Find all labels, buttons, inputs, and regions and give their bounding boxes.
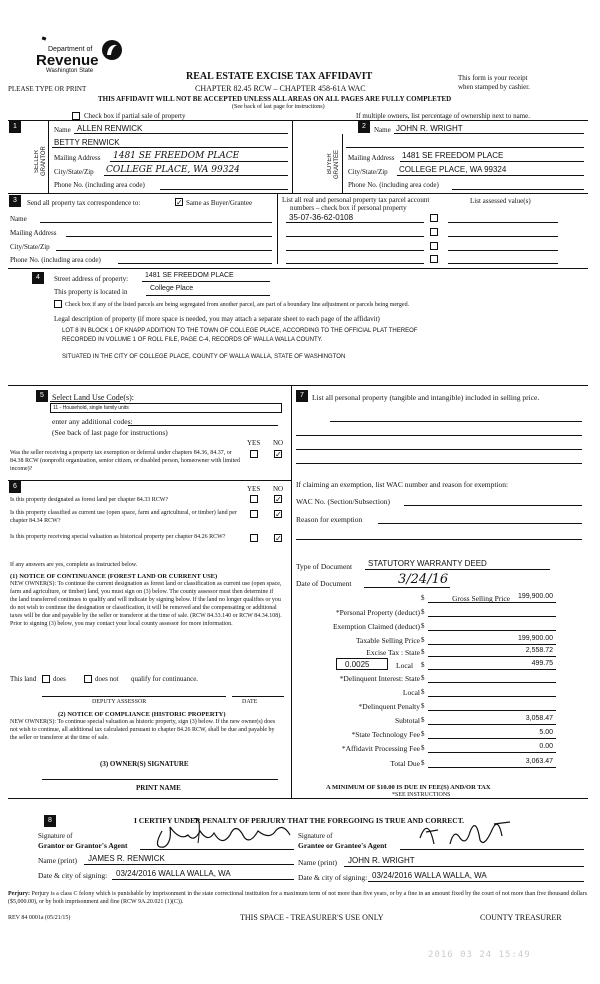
dollar-sign: $ xyxy=(421,648,425,656)
exemption-claim-label: If claiming an exemption, list WAC number and reason for exemption: xyxy=(296,480,509,489)
seller-name-1[interactable]: ALLEN RENWICK xyxy=(77,124,143,133)
segregated-note: Check box if any of the listed parcels are being segregated from another parcel, are part of a boundary line adjustment or parcels being merged. xyxy=(65,302,410,308)
legal-description-label: Legal description of property (if more space is needed, you may attach a separate sheet to each page of the affidavit) xyxy=(54,315,380,323)
send-correspondence-label: Send all property tax correspondence to: xyxy=(27,199,141,207)
perjury-note xyxy=(8,890,588,906)
land-use-label: Select Land Use Code(s): xyxy=(52,393,134,402)
parcel-2-personal-checkbox[interactable] xyxy=(430,228,438,236)
section-7-number: 7 xyxy=(296,390,308,402)
see-back-sec5: (See back of last page for instructions) xyxy=(52,428,168,437)
special-valuation-question: Is this property receiving special valuation as historical property per chapter 84.26 RCW? xyxy=(10,534,226,540)
receipt-note-1: This form is your receipt xyxy=(458,74,528,82)
sec3-phone-label: Phone No. (including area code) xyxy=(10,256,101,264)
forest-no-checkbox[interactable]: ✓ xyxy=(275,495,282,504)
dollar-sign: $ xyxy=(421,702,425,710)
legal-line-3[interactable]: SITUATED IN THE CITY OF COLLEGE PLACE, COUNTY OF WALLA WALLA, STATE OF WASHINGTON xyxy=(62,354,346,360)
subtotal-label: Subtotal xyxy=(394,716,420,725)
land-does-checkbox[interactable] xyxy=(42,675,50,683)
treasurer-space: THIS SPACE - TREASURER'S USE ONLY xyxy=(240,913,384,922)
processing-fee-label: *Affidavit Processing Fee xyxy=(341,744,420,753)
county-treasurer: COUNTY TREASURER xyxy=(480,913,562,922)
seller-city-value[interactable]: COLLEGE PLACE, WA 99324 xyxy=(106,165,240,175)
buyer-city-value[interactable]: COLLEGE PLACE, WA 99324 xyxy=(399,165,507,174)
section-5-number: 5 xyxy=(36,390,48,402)
revision-number: REV 84 0001a (05/21/15) xyxy=(8,915,71,921)
current-use-question: Is this property classified as current use (open space, farm and agricultural, or timber) land per chapter 84.34 RCW? xyxy=(10,510,237,524)
dollar-sign: $ xyxy=(421,730,425,738)
sec3-mailing-label: Mailing Address xyxy=(10,229,57,237)
logo-state-text: Washington State xyxy=(46,68,94,74)
sec6-yes: YES xyxy=(247,485,261,493)
seller-phone-label: Phone No. (including area code) xyxy=(54,181,145,189)
sec5-no: NO xyxy=(273,439,284,447)
land-does-not-checkbox[interactable] xyxy=(84,675,92,683)
personal-deduct-label: *Personal Property (deduct) xyxy=(335,608,420,617)
grantor-sig-label-2: Grantor or Grantor's Agent xyxy=(38,841,128,850)
section-6-number: 6 xyxy=(9,481,21,493)
dollar-sign: $ xyxy=(421,759,425,767)
buyer-name-label: Name xyxy=(374,126,391,134)
buyer-name-value[interactable]: JOHN R. WRIGHT xyxy=(396,124,463,133)
dollar-sign: $ xyxy=(421,674,425,682)
dollar-sign: $ xyxy=(421,594,425,602)
buyer-mailing-value[interactable]: 1481 SE FREEDOM PLACE xyxy=(402,151,504,160)
processing-fee-value[interactable]: 0.00 xyxy=(539,743,553,750)
partial-sale-label: Check box if partial sale of property xyxy=(84,112,186,120)
street-address-label: Street address of property: xyxy=(54,275,129,283)
delinquent-interest-label: *Delinquent Interest: State xyxy=(339,674,420,683)
partial-sale-checkbox[interactable] xyxy=(72,112,80,120)
seller-name-label: Name xyxy=(54,126,71,134)
grantee-date-label: Date & city of signing: xyxy=(298,873,368,882)
grantee-sig-label-1: Signature of xyxy=(298,832,333,840)
special-yes-checkbox[interactable] xyxy=(250,534,258,542)
dollar-sign: $ xyxy=(421,688,425,696)
excise-state-value[interactable]: 2,558.72 xyxy=(525,647,553,654)
see-instructions-note: *SEE INSTRUCTIONS xyxy=(392,792,451,798)
buyer-grantee-label: BUYER GRANTEE xyxy=(327,149,340,179)
dollar-sign: $ xyxy=(421,608,425,616)
cashier-stamp: 2016 03 24 15:49 xyxy=(428,950,531,960)
section-3-number: 3 xyxy=(9,195,21,207)
delinquent-local-label: Local xyxy=(402,688,420,697)
forest-land-question: Is this property designated as forest land per chapter 84.33 RCW? xyxy=(10,497,169,503)
excise-local-value[interactable]: 499.75 xyxy=(531,660,553,667)
tax-table xyxy=(296,592,586,772)
seller-name-2[interactable]: BETTY RENWICK xyxy=(54,138,120,147)
receipt-note-2: when stamped by cashier. xyxy=(458,83,530,91)
dollar-sign: $ xyxy=(421,716,425,724)
same-as-buyer-checkbox[interactable]: ✓ xyxy=(176,198,183,207)
located-in-label: This property is located in xyxy=(54,288,128,296)
department-logo xyxy=(36,38,126,80)
qualify-label: qualify for continuance. xyxy=(131,675,199,683)
logo-department-text: Department of xyxy=(48,46,93,53)
perjury-bold: Perjury: xyxy=(8,891,30,897)
document-date-value[interactable]: 3/24/16 xyxy=(398,572,449,587)
land-use-select-value: 11 - Household, single family units xyxy=(53,405,129,411)
tech-fee-label: *State Technology Fee xyxy=(351,730,420,739)
grantee-signature-icon xyxy=(410,810,520,854)
continuance-title: (1) NOTICE OF CONTINUANCE (FOREST LAND OR CURRENT USE) xyxy=(10,573,218,580)
grantor-date-label: Date & city of signing: xyxy=(38,871,108,880)
located-in-value[interactable]: College Place xyxy=(150,285,194,292)
seller-mailing-label: Mailing Address xyxy=(54,154,101,162)
grantor-sig-label-1: Signature of xyxy=(38,832,73,840)
current-use-no-checkbox[interactable]: ✓ xyxy=(275,510,282,519)
logo-revenue-text: Revenue xyxy=(36,52,99,69)
parcel-header-1: List all real and personal property tax parcel account xyxy=(282,196,430,204)
compliance-text: NEW OWNER(S): To continue special valuation as historic property, sign (3) below. If the new owner(s) does not wish to continue, all additional tax calculated pursuant to chapter 84.26 RCW, shall be due and payable by the seller or transferor at the time of sale. xyxy=(10,719,276,741)
forest-yes-checkbox[interactable] xyxy=(250,495,258,503)
grantee-name-value[interactable]: JOHN R. WRIGHT xyxy=(348,856,415,865)
local-rate-value: 0.0025 xyxy=(345,660,370,669)
current-use-yes-checkbox[interactable] xyxy=(250,510,258,518)
grantee-date-value[interactable]: 03/24/2016 WALLA WALLA, WA xyxy=(372,871,487,880)
form-title: REAL ESTATE EXCISE TAX AFFIDAVIT xyxy=(186,71,373,82)
exemption-yes-checkbox[interactable] xyxy=(250,450,258,458)
parcel-number-1[interactable]: 35-07-36-62-0108 xyxy=(289,213,354,222)
dollar-sign: $ xyxy=(421,744,425,752)
gross-price-label: Gross Selling Price xyxy=(452,594,510,603)
same-as-buyer-label: Same as Buyer/Grantee xyxy=(186,199,253,207)
exemption-question: Was the seller receiving a property tax exemption or deferral under chapters 84.36, 84.37, or 84.38 RCW (nonprofit organization, senior citizen, or disabled person, homeowner with limited income)? xyxy=(10,450,240,472)
additional-codes-label: enter any additional codes: xyxy=(52,417,133,426)
grantee-name-label: Name (print) xyxy=(298,858,337,867)
sec3-city-label: City/State/Zip xyxy=(10,243,50,251)
total-due-value[interactable]: 3,063.47 xyxy=(525,758,553,765)
grantee-sig-label-2: Grantee or Grantee's Agent xyxy=(298,841,387,850)
sec3-name-label: Name xyxy=(10,215,27,223)
sec5-yes: YES xyxy=(247,439,261,447)
minimum-due-note: A MINIMUM OF $10.00 IS DUE IN FEE(S) AND/OR TAX xyxy=(326,784,491,791)
continuance-text: NEW OWNER(S): To continue the current designation as forest land or classification as current use (open space, farm and agriculture, or timber) land, you must sign on (3) below. The county assessor must then determine if the land transferred continues to qualify and will indicate by signing below. If the land no longer qualifies or you do not wish to continue the designation or classification, it will be removed and the compensating or additional taxes will be due and payable by the seller or transferor at the time of sale. (RCW 84.33.140 or RCW 84.34.108). Prior to signing (3) below, you may contact your local county assessor for more information. xyxy=(10,581,282,627)
reason-label: Reason for exemption xyxy=(296,515,363,524)
parcel-header-2: numbers – check box if personal property xyxy=(290,204,407,212)
print-name-label: PRINT NAME xyxy=(136,784,181,792)
legal-line-1[interactable]: LOT 8 IN BLOCK 1 OF KNAPP ADDITION TO THE TOWN OF COLLEGE PLACE, ACCORDING TO THE OFFICIAL PLAT THEREOF xyxy=(62,328,418,334)
owner-signature-label: (3) OWNER(S) SIGNATURE xyxy=(100,760,189,768)
parcel-4-personal-checkbox[interactable] xyxy=(430,255,438,263)
land-does-not-label: does not xyxy=(95,675,119,683)
delinquent-penalty-label: *Delinquent Penalty xyxy=(358,702,420,711)
deputy-assessor-label: DEPUTY ASSESSOR xyxy=(92,699,147,705)
seller-grantor-label: SELLER GRANTOR xyxy=(34,146,47,176)
seller-city-label: City/State/Zip xyxy=(54,168,94,176)
chapter-line: CHAPTER 82.45 RCW – CHAPTER 458-61A WAC xyxy=(195,84,366,93)
segregated-checkbox[interactable] xyxy=(54,300,62,308)
please-type: PLEASE TYPE OR PRINT xyxy=(8,85,87,93)
legal-line-2[interactable]: RECORDED IN VOLUME 1 OF ROLL FILE, PAGE C-4, RECORDS OF WALLA WALLA COUNTY. xyxy=(62,337,323,343)
excise-state-label: Excise Tax : State xyxy=(366,648,420,657)
buyer-phone-label: Phone No. (including area code) xyxy=(348,181,439,189)
exemption-no-checkbox[interactable]: ✓ xyxy=(275,450,282,459)
taxable-price-label: Taxable Selling Price xyxy=(355,636,420,645)
special-no-checkbox[interactable]: ✓ xyxy=(275,534,282,543)
land-does-label: does xyxy=(53,675,66,683)
wac-label: WAC No. (Section/Subsection) xyxy=(296,497,390,506)
grantor-date-value[interactable]: 03/24/2016 WALLA WALLA, WA xyxy=(116,869,231,878)
dollar-sign: $ xyxy=(421,661,425,669)
exemption-deduct-label: Exemption Claimed (deduct) xyxy=(332,622,420,631)
street-address-value[interactable]: 1481 SE FREEDOM PLACE xyxy=(145,272,234,279)
multiple-owners-note: If multiple owners, list percentage of ownership next to name. xyxy=(356,112,530,120)
section-1-number: 1 xyxy=(9,121,21,133)
parcel-3-personal-checkbox[interactable] xyxy=(430,242,438,250)
grantor-signature-icon xyxy=(150,813,300,853)
this-land-label: This land xyxy=(10,675,37,683)
warning-line: THIS AFFIDAVIT WILL NOT BE ACCEPTED UNLESS ALL AREAS ON ALL PAGES ARE FULLY COMPLETED xyxy=(98,95,452,103)
compliance-title: (2) NOTICE OF COMPLIANCE (HISTORIC PROPERTY) xyxy=(58,711,226,718)
assessor-date-label: DATE xyxy=(242,699,258,705)
subtotal-value[interactable]: 3,058.47 xyxy=(525,715,553,722)
certify-statement: I CERTIFY UNDER PENALTY OF PERJURY THAT THE FOREGOING IS TRUE AND CORRECT. xyxy=(134,816,465,825)
grantor-name-label: Name (print) xyxy=(38,856,77,865)
section-4-number: 4 xyxy=(32,272,44,284)
sec6-no: NO xyxy=(273,485,284,493)
section-2-number: 2 xyxy=(358,121,370,133)
section-8-number: 8 xyxy=(44,815,56,827)
see-back-line: (See back of last page for instructions) xyxy=(232,104,325,110)
document-type-value[interactable]: STATUTORY WARRANTY DEED xyxy=(368,559,487,568)
dollar-sign: $ xyxy=(421,622,425,630)
assessed-header: List assessed value(s) xyxy=(470,197,531,205)
local-rate-box[interactable] xyxy=(336,658,388,670)
seller-mailing-value[interactable]: 1481 SE FREEDOM PLACE xyxy=(113,151,240,161)
tech-fee-value[interactable]: 5.00 xyxy=(539,729,553,736)
taxable-price-value[interactable]: 199,900.00 xyxy=(517,635,553,642)
perjury-text: Perjury is a class C felony which is punishable by imprisonment in the state correctional institution for a maximum term of not more than five years, or by a fine in an amount fixed by the court of not more than five thousand dollars ($5,000.00), or by both imprisonment and fine (RCW 9A.20.021 (1)(C)). xyxy=(8,891,588,905)
document-type-label: Type of Document xyxy=(296,562,353,571)
document-date-label: Date of Document xyxy=(296,579,352,588)
revenue-logo-icon xyxy=(100,38,124,62)
dollar-sign: $ xyxy=(421,636,425,644)
gross-price-value[interactable]: 199,900.00 xyxy=(517,593,553,600)
buyer-mailing-label: Mailing Address xyxy=(348,154,395,162)
total-due-label: Total Due xyxy=(390,759,420,768)
parcel-1-personal-checkbox[interactable] xyxy=(430,214,438,222)
buyer-city-label: City/State/Zip xyxy=(348,168,388,176)
answers-note: If any answers are yes, complete as instructed below. xyxy=(10,562,138,568)
land-use-select[interactable] xyxy=(50,403,282,413)
excise-local-label: Local xyxy=(396,661,414,670)
personal-property-label: List all personal property (tangible and intangible) included in selling price. xyxy=(312,393,540,402)
grantor-name-value[interactable]: JAMES R. RENWICK xyxy=(88,854,165,863)
